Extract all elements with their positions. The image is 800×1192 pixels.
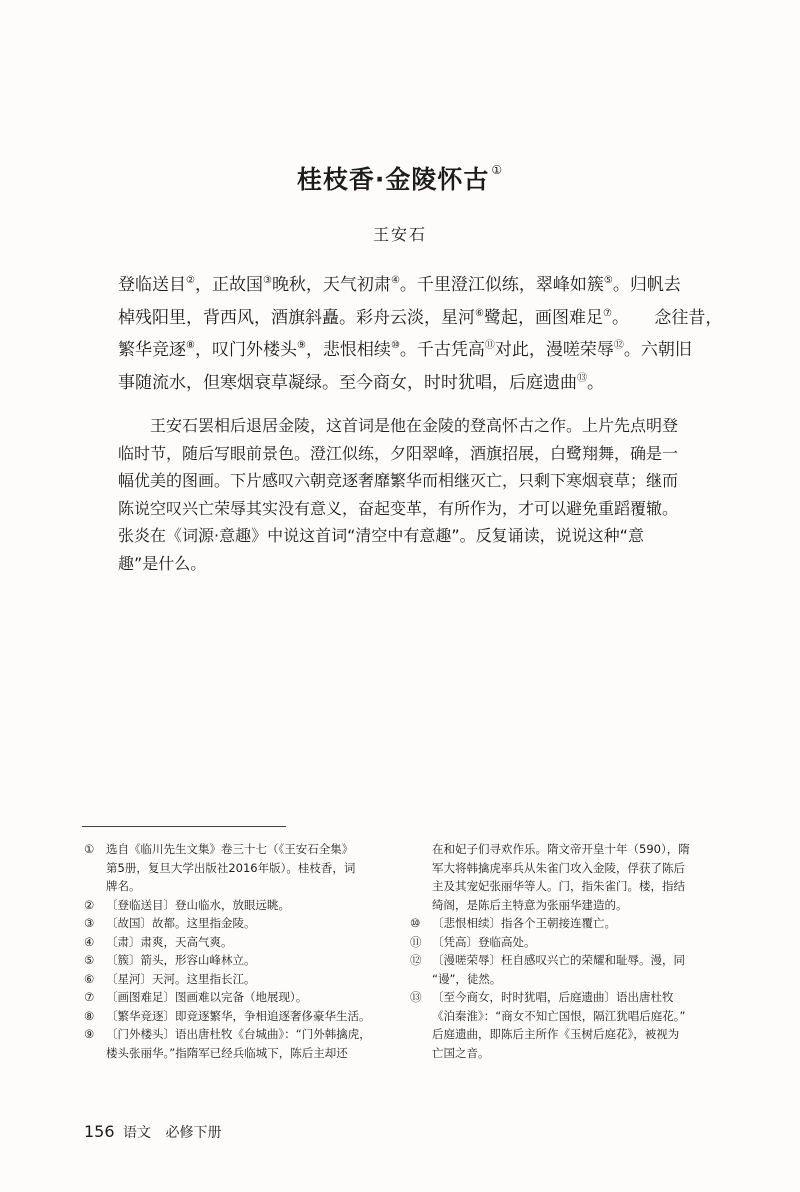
footnote: ⑧ 〔繁华竞逐〕即竞逐繁华，争相追逐奢侈豪华生活。	[84, 1008, 371, 1023]
book-label: 必修下册	[165, 1125, 222, 1141]
poem-line: 登临送目②，正故国③晚秋，天气初肃④。千里澄江似练，翠峰如簇⑤。归帆去	[118, 275, 681, 295]
prompt-line: 陈说空叹兴亡荣辱其实没有意义，奋起变革，有所作为，才可以避免重蹈覆辙。	[118, 498, 679, 518]
page-number: 156	[84, 1122, 115, 1141]
footnote: ④ 〔肃〕肃爽，天高气爽。	[84, 934, 233, 949]
footnote: ⑪ 〔凭高〕登临高处。	[410, 934, 536, 949]
footnote: ⑨ 〔门外楼头〕语出唐杜牧《台城曲》：“门外韩擒虎， 楼头张丽华。”指隋军已经兵临城下，陈后主却还	[84, 1027, 371, 1060]
prompt-line: 幅优美的图画。下片感叹六朝竞逐奢靡繁华而相继灭亡，只剩下寒烟衰草；继而	[118, 471, 679, 490]
footnote: ⑦ 〔画图难足〕图画难以完备（地展现）。	[84, 990, 308, 1004]
title-note-marker: ①	[491, 163, 504, 177]
footnote: ① 选自《临川先生文集》卷三十七（《王安石全集》 第5册，复旦大学出版社2016年版）。桂枝香，词 牌名。	[84, 842, 356, 893]
prompt-line: 张炎在《词源·意趣》中说这首词“清空中有意趣”。反复诵读，说说这种“意	[118, 526, 644, 545]
prompt-line: 趣”是什么。	[118, 553, 207, 573]
poem-body	[118, 267, 723, 397]
footnote: ⑫ 〔漫嗟荣辱〕枉自感叹兴亡的荣耀和耻辱。漫，同 “谩”，徒然。	[410, 953, 685, 986]
footnote: ⑩ 〔悲恨相续〕指各个王朝接连覆亡。	[410, 916, 616, 930]
footnote: ③ 〔故国〕故都。这里指金陵。	[84, 916, 256, 930]
page-footer	[84, 1122, 221, 1142]
poem-author: 王安石	[372, 225, 427, 244]
prompt-line: 王安石罢相后退居金陵，这首词是他在金陵的登高怀古之作。上片先点明登	[150, 416, 679, 435]
footnotes-right	[410, 840, 740, 1062]
poem-title: 桂枝香·金陵怀古 ①	[296, 163, 504, 194]
footnote: ⑬ 〔至今商女，时时犹唱，后庭遗曲〕语出唐杜牧 《泊秦淮》：“商女不知亡国恨，隔江犹唱后庭花。” 后庭遗曲，即陈后主所作《玉树后庭花》，被视为 亡国之音。	[410, 990, 686, 1060]
footnote: ⑥ 〔星河〕天河。这里指长江。	[84, 971, 256, 986]
footnote-continuation: 在和妃子们寻欢作乐。隋文帝开皇十年（590），隋 军大将韩擒虎率兵从朱雀门攻入金陵，俘获了陈后 主及其宠妃张丽华等人。门，指朱雀门。楼，指结 绮阁，是陈后主特意为张丽华建造的。	[432, 842, 690, 912]
poem-line: 事随流水，但寒烟衰草凝绿。至今商女，时时犹唱，后庭遗曲⑬。	[118, 372, 604, 393]
prompt-line: 临时节，随后写眼前景色。澄江似练，夕阳翠峰，酒旗招展，白鹭翔舞，确是一	[118, 443, 679, 463]
subject-label: 语文	[123, 1125, 151, 1141]
study-prompt	[118, 412, 680, 577]
footnote: ② 〔登临送目〕登山临水，放眼远眺。	[84, 897, 290, 912]
poem-line: 棹残阳里，背西风，酒旗斜矗。彩舟云淡，星河⑥鹭起，画图难足⑦。 念往昔，	[118, 307, 723, 328]
poem-line: 繁华竞逐⑧，叹门外楼头⑨，悲恨相续⑩。千古凭高⑪对此，漫嗟荣辱⑫。六朝旧	[118, 340, 692, 360]
footnote: ⑤ 〔簇〕箭头，形容山峰林立。	[84, 953, 256, 967]
footnote-divider	[82, 826, 286, 827]
footnotes-left	[84, 840, 390, 1062]
